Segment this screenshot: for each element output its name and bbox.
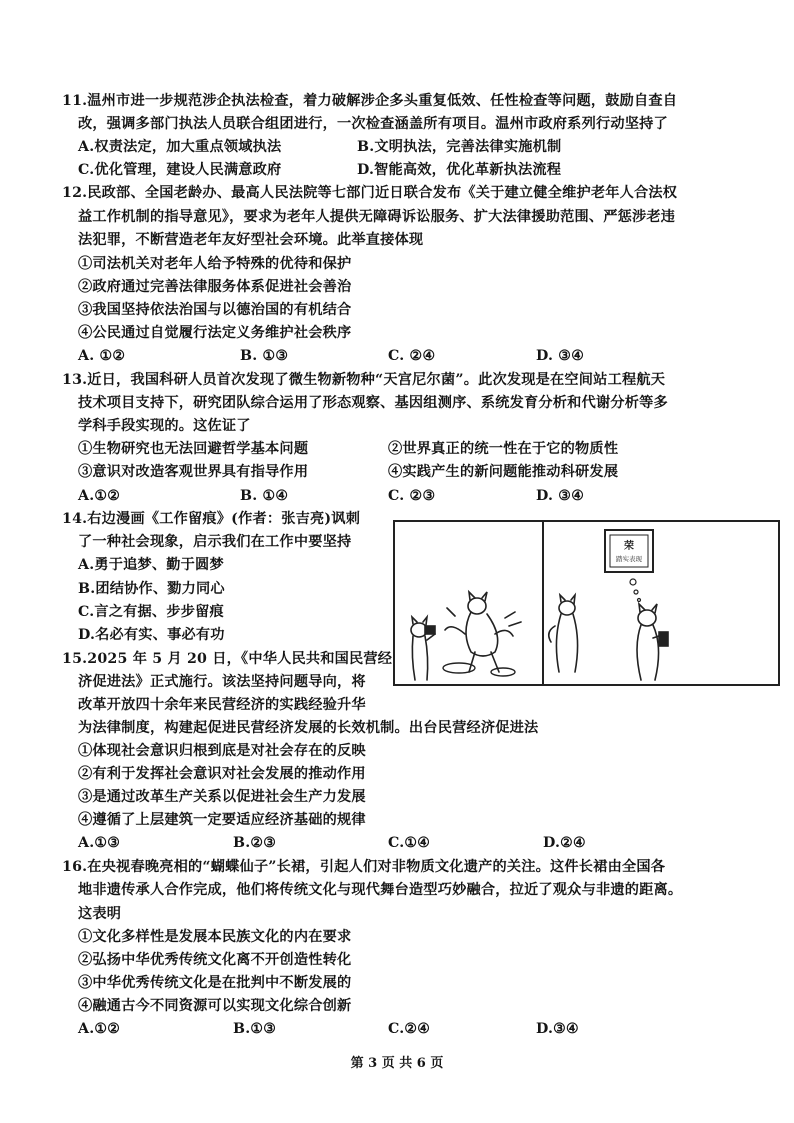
q16-statement-2: ②弘扬中华优秀传统文化离不开创造性转化 <box>78 952 352 968</box>
comic-drawing <box>395 522 778 684</box>
q16-statement-1: ①文化多样性是发展本民族文化的内在要求 <box>78 929 352 945</box>
q11-option-c: C.优化管理，建设人民满意政府 <box>78 162 282 178</box>
q16-statement-3: ③中华优秀传统文化是在批判中不断发展的 <box>78 975 352 991</box>
camera-cat-figure <box>411 617 435 680</box>
q13-option-c: C. ②③ <box>388 488 436 504</box>
q12-statement-2: ②政府通过完善法律服务体系促进社会善治 <box>78 279 352 295</box>
q11-option-b: B.文明执法，完善法律实施机制 <box>357 139 562 155</box>
q14-option-c: C.言之有据、步步留痕 <box>78 604 224 620</box>
q11-stem-line2: 改，强调多部门执法人员联合组团进行，一次检查涵盖所有项目。温州市政府系列行动坚持了 <box>78 116 668 132</box>
q11-option-d: D.智能高效，优化革新执法流程 <box>357 162 562 178</box>
thought-bubble-dot <box>638 599 641 602</box>
comic-work-traces <box>393 520 780 686</box>
q15-option-c: C.①④ <box>388 835 431 851</box>
q15-stem-line3: 改革开放四十余年来民营经济的实践经验升华 <box>78 697 366 713</box>
honor-certificate <box>605 530 653 572</box>
q15-option-b: B.②③ <box>233 835 277 851</box>
q13-statement-2: ②世界真正的统一性在于它的物质性 <box>388 441 619 457</box>
q16-option-d: D.③④ <box>536 1021 579 1037</box>
thought-bubble-dot <box>630 579 636 585</box>
q15-stem-line1: 15.2025 年 5 月 20 日，《中华人民共和国民营经 <box>62 651 393 667</box>
page-number-footer: 第 3 页 共 6 页 <box>350 1056 444 1071</box>
q13-stem-line2: 技术项目支持下，研究团队综合运用了形态观察、基因组测序、系统发育分析和代谢分析等多 <box>78 395 668 411</box>
q15-statement-4: ④遵循了上层建筑一定要适应经济基础的规律 <box>78 812 366 828</box>
q11-option-a: A.权责法定，加大重点领域执法 <box>78 139 282 155</box>
q15-option-a: A.①③ <box>78 835 121 851</box>
q12-option-c: C. ②④ <box>388 348 436 364</box>
q13-statement-4: ④实践产生的新问题能推动科研发展 <box>388 464 619 480</box>
climbing-cat-figure <box>549 595 578 672</box>
q16-stem-line1: 16.在央视春晚亮相的“蝴蝶仙子”长裙，引起人们对非物质文化遗产的关注。这件长裙由全国各 <box>62 859 666 875</box>
q16-option-b: B.①③ <box>233 1021 277 1037</box>
q12-statement-1: ①司法机关对老年人给予特殊的优待和保护 <box>78 256 352 272</box>
q15-statement-2: ②有利于发挥社会意识对社会发展的推动作用 <box>78 766 366 782</box>
q14-option-a: A.勇于追梦、勤于圆梦 <box>78 557 224 573</box>
q14-stem-line2: 了一种社会现象，启示我们在工作中要坚持 <box>78 534 352 550</box>
q13-stem-line1: 13.近日，我国科研人员首次发现了微生物新物种“天宫尼尔菌”。此次发现是在空间站工程航天 <box>62 372 666 388</box>
q15-stem-line2: 济促进法》正式施行。该法坚持问题导向，将 <box>78 674 366 690</box>
q12-option-d: D. ③④ <box>536 348 585 364</box>
q13-option-d: D. ③④ <box>536 488 585 504</box>
q15-statement-1: ①体现社会意识归根到底是对社会存在的反映 <box>78 743 366 759</box>
q16-option-a: A.①② <box>78 1021 121 1037</box>
q16-stem-line2: 地非遗传承人合作完成，他们将传统文化与现代舞台造型巧妙融合，拉近了观众与非遗的距离。 <box>78 882 683 898</box>
q15-option-d: D.②④ <box>543 835 586 851</box>
q12-stem-line3: 法犯罪，不断营造老年友好型社会环境。此举直接体现 <box>78 232 424 248</box>
q13-statement-1: ①生物研究也无法回避哲学基本问题 <box>78 441 309 457</box>
q14-option-b: B.团结协作、勠力同心 <box>78 581 225 597</box>
food-bowl <box>491 668 515 676</box>
q15-statement-3: ③是通过改革生产关系以促进社会生产力发展 <box>78 789 366 805</box>
certificate-text: 踏实表现 <box>616 555 642 563</box>
q12-option-b: B. ①③ <box>240 348 289 364</box>
q15-stem-line4: 为法律制度，构建起促进民营经济发展的长效机制。出台民营经济促进法 <box>78 720 539 736</box>
q14-stem-line1: 14.右边漫画《工作留痕》(作者：张吉亮)讽刺 <box>62 511 361 527</box>
q16-statement-4: ④融通古今不同资源可以实现文化综合创新 <box>78 998 352 1014</box>
cat-performing-figure <box>445 592 521 672</box>
q13-statement-3: ③意识对改造客观世界具有指导作用 <box>78 464 309 480</box>
certificate-title: 荣 <box>624 541 634 552</box>
q12-statement-3: ③我国坚持依法治国与以德治国的有机结合 <box>78 302 352 318</box>
q16-option-c: C.②④ <box>388 1021 431 1037</box>
q12-statement-4: ④公民通过自觉履行法定义务维护社会秩序 <box>78 325 352 341</box>
q12-stem-line2: 益工作机制的指导意见》，要求为老年人提供无障碍诉讼服务、扩大法律援助范围、严惩涉老违 <box>78 209 676 225</box>
q13-option-a: A.①② <box>78 488 121 504</box>
q14-option-d: D.名必有实、事必有功 <box>78 627 225 643</box>
q13-stem-line3: 学科手段实现的。这佐证了 <box>78 418 251 434</box>
q12-option-a: A. ①② <box>78 348 126 364</box>
standing-cat-figure <box>637 604 668 680</box>
q11-stem-line1: 11.温州市进一步规范涉企执法检查，着力破解涉企多头重复低效、任性检查等问题，鼓励自查自 <box>62 93 678 109</box>
thought-bubble-dot <box>634 590 638 594</box>
q13-option-b: B. ①④ <box>240 488 289 504</box>
q12-stem-line1: 12.民政部、全国老龄办、最高人民法院等七部门近日联合发布《关于建立健全维护老年人合法权 <box>62 185 678 201</box>
q16-stem-line3: 这表明 <box>78 906 122 922</box>
